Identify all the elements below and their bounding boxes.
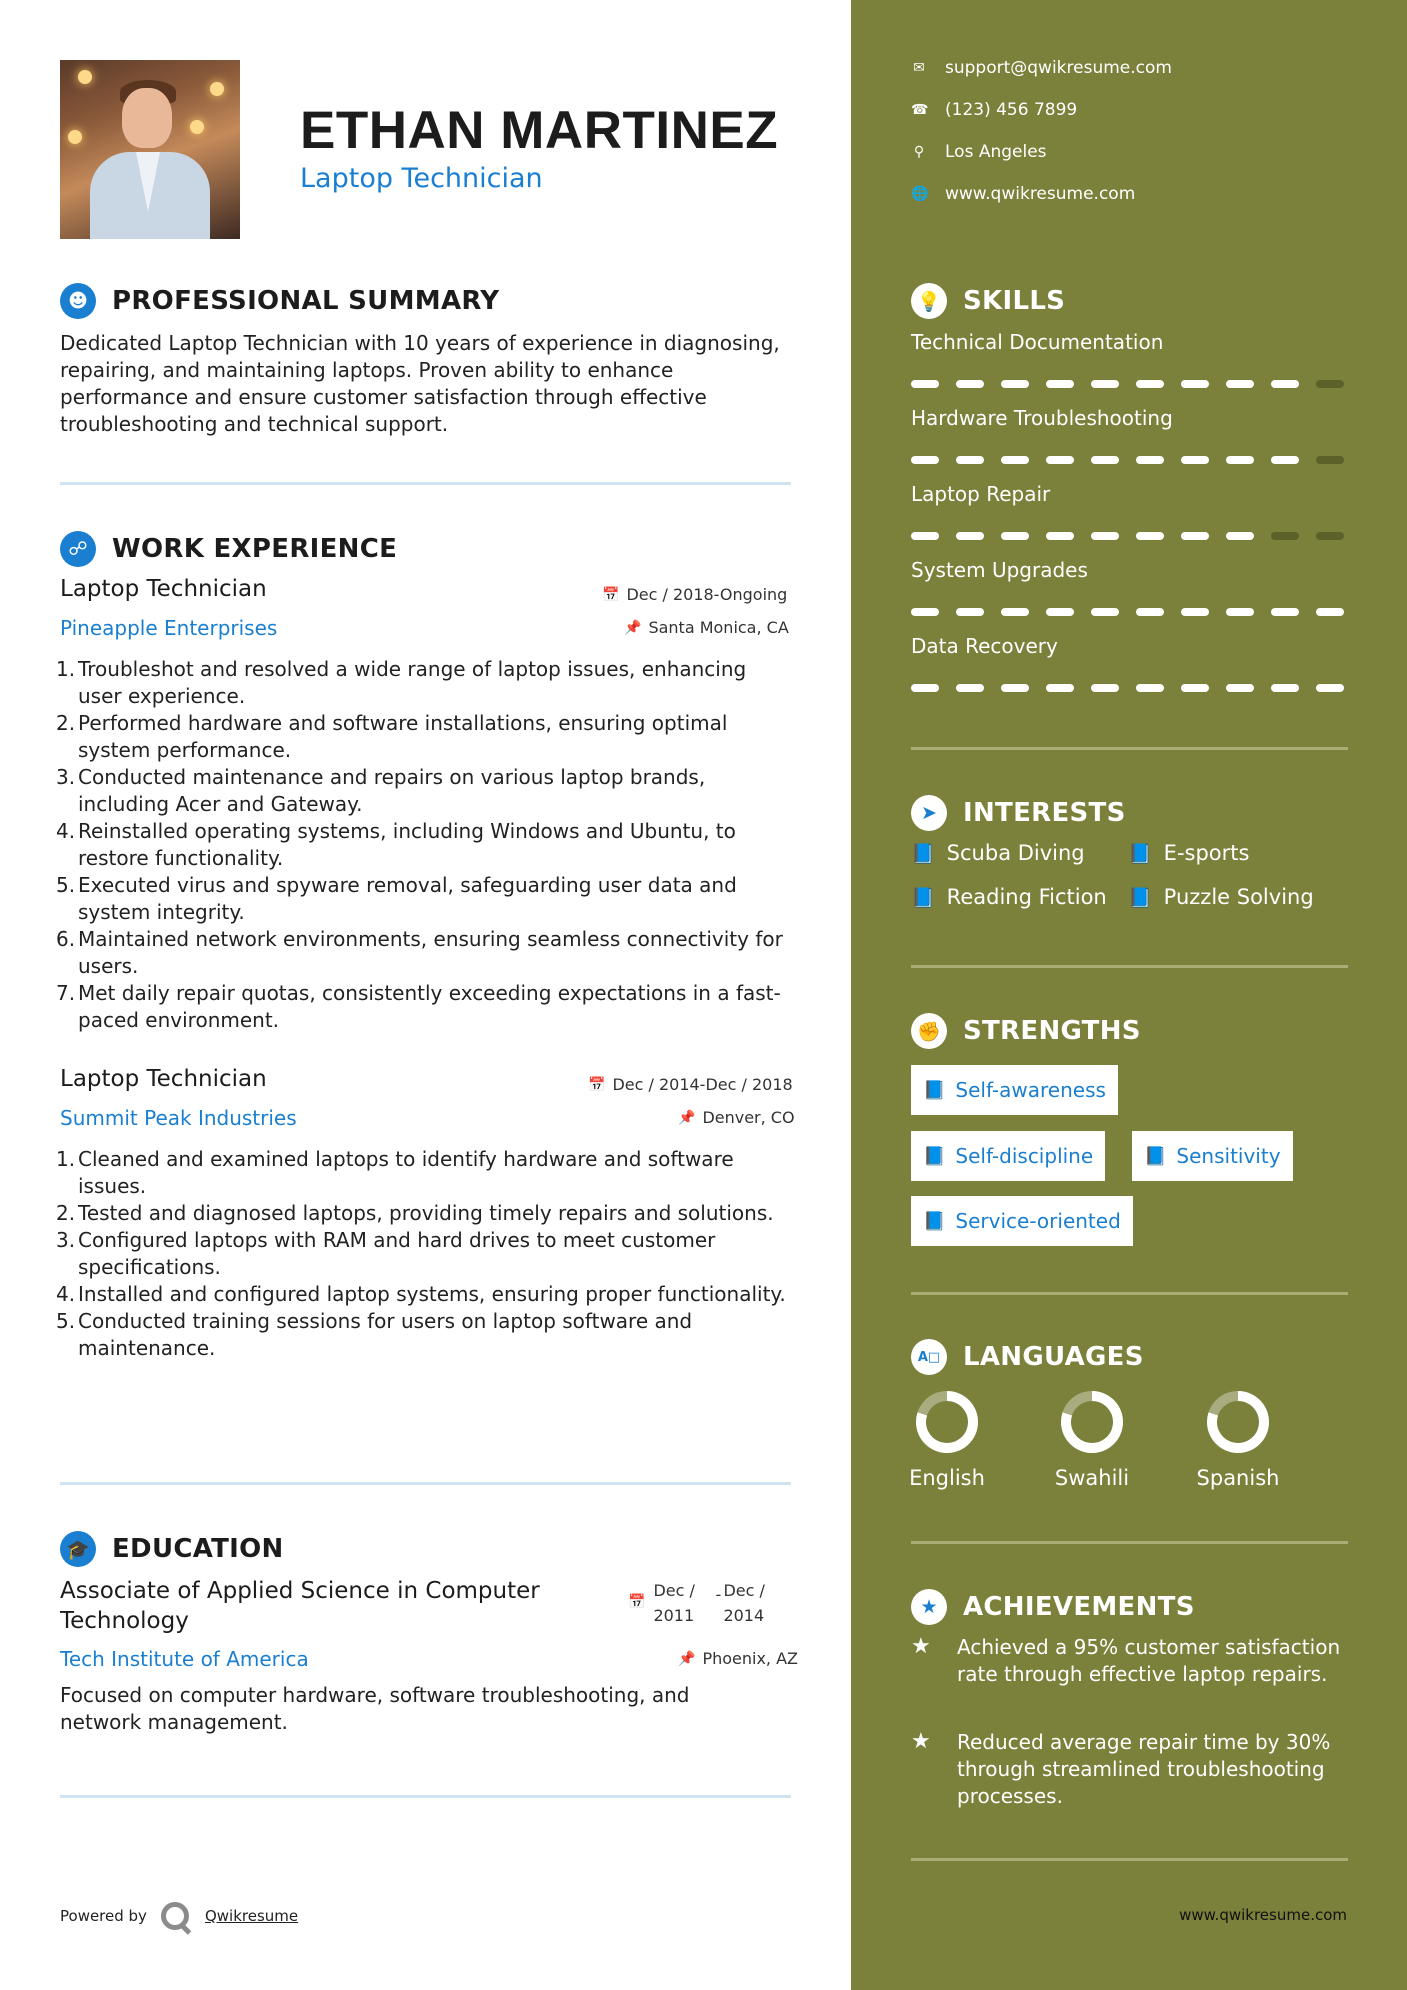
list-item: Performed hardware and software installations, ensuring optimal system performance. <box>78 711 728 762</box>
strength-chip: 📘 Sensitivity <box>1132 1131 1293 1181</box>
contact-location: ⚲ Los Angeles <box>911 142 1047 162</box>
skill-segment <box>1271 456 1299 464</box>
job-title: Laptop Technician <box>60 576 267 602</box>
education-text: Focused on computer hardware, software troubleshooting, and network management. <box>60 1683 690 1734</box>
skill-name: Hardware Troubleshooting <box>911 406 1173 430</box>
skill-name: Technical Documentation <box>911 330 1164 354</box>
languages-title: LANGUAGES <box>963 1342 1144 1372</box>
school-name: Tech Institute of America <box>60 1647 309 1671</box>
section-divider <box>60 1795 791 1798</box>
pin-icon: 📌 <box>624 619 642 636</box>
education-title: EDUCATION <box>112 1534 284 1564</box>
skill-segment <box>1226 456 1254 464</box>
pin-icon: 📌 <box>678 1109 696 1126</box>
envelope-icon: ✉ <box>913 60 925 76</box>
fist-icon: ✊ <box>911 1013 947 1049</box>
book-icon: 📘 <box>923 1210 946 1232</box>
skill-name: Data Recovery <box>911 634 1058 658</box>
job-bullets <box>54 656 794 1034</box>
contact-phone: ☎ (123) 456 7899 <box>911 100 1078 120</box>
book-icon: 📘 <box>1144 1145 1167 1167</box>
skill-segment <box>1001 532 1029 540</box>
list-item: Maintained network environments, ensuring seamless connectivity for users. <box>78 927 783 978</box>
achievements-title: ACHIEVEMENTS <box>963 1592 1195 1622</box>
skill-segment <box>1091 684 1119 692</box>
list-item: Reinstalled operating systems, including Windows and Ubuntu, to restore functionality. <box>78 819 736 870</box>
calendar-icon: 📅 <box>602 586 620 603</box>
qwikresume-link[interactable]: Qwikresume <box>204 1907 299 1925</box>
list-item: Cleaned and examined laptops to identify hardware and software issues. <box>78 1147 734 1198</box>
contact-website: 🌐 www.qwikresume.com <box>911 184 1136 204</box>
list-item: Conducted maintenance and repairs on various laptop brands, including Acer and Gateway. <box>78 765 706 816</box>
language-item <box>1173 1390 1303 1490</box>
candidate-name: ETHAN MARTINEZ <box>300 101 779 160</box>
star-badge-icon: ★ <box>911 1589 947 1625</box>
skill-segment <box>1271 684 1299 692</box>
education-section-header <box>60 1531 284 1567</box>
education-date: 📅 Dec / 2011 - Dec / 2014 <box>628 1581 765 1625</box>
job-date: 📅 Dec / 2018-Ongoing <box>602 585 788 604</box>
job-company: Summit Peak Industries <box>60 1106 297 1130</box>
skill-level-bar <box>911 684 1361 692</box>
skill-segment <box>1271 532 1299 540</box>
footer-url[interactable]: www.qwikresume.com <box>1179 1906 1347 1924</box>
contact-email: ✉ support@qwikresume.com <box>911 58 1172 78</box>
calendar-icon: 📅 <box>628 1594 646 1610</box>
book-icon: 📘 <box>911 842 935 865</box>
sidebar <box>851 0 1407 1990</box>
skill-segment <box>1226 684 1254 692</box>
map-marker-icon: ⚲ <box>913 144 925 160</box>
job-location: 📌 Santa Monica, CA <box>624 618 789 637</box>
skill-segment <box>1226 532 1254 540</box>
summary-title: PROFESSIONAL SUMMARY <box>112 286 500 316</box>
shooting-star-icon: ★ <box>911 1634 931 1659</box>
skill-segment <box>1316 380 1344 388</box>
list-item: Executed virus and spyware removal, safeguarding user data and system integrity. <box>78 873 737 924</box>
skill-segment <box>1316 532 1344 540</box>
list-item: Installed and configured laptop systems, ensuring proper functionality. <box>78 1282 786 1306</box>
section-divider <box>911 965 1348 968</box>
strengths-section-header <box>911 1013 1141 1049</box>
interest-item: 📘 Puzzle Solving <box>1128 885 1314 909</box>
phone-icon: ☎ <box>911 102 929 118</box>
skill-segment <box>1316 456 1344 464</box>
interests-title: INTERESTS <box>963 798 1126 828</box>
skill-segment <box>956 684 984 692</box>
language-proficiency-dial <box>1206 1390 1270 1454</box>
skill-level-bar <box>911 608 1361 616</box>
skill-segment <box>1181 684 1209 692</box>
skill-segment <box>956 608 984 616</box>
achievement-item: ★ Achieved a 95% customer satisfaction rate through effective laptop repairs. <box>911 1634 1341 1686</box>
book-icon: 📘 <box>1128 842 1152 865</box>
language-proficiency-dial <box>1060 1390 1124 1454</box>
interest-item: 📘 Scuba Diving <box>911 841 1085 865</box>
degree-title: Associate of Applied Science in Computer Technology <box>60 1578 540 1634</box>
paper-plane-icon: ➤ <box>911 795 947 831</box>
book-icon: 📘 <box>923 1079 946 1101</box>
skill-segment <box>1046 456 1074 464</box>
skill-segment <box>911 684 939 692</box>
language-name: Swahili <box>1054 1466 1130 1490</box>
skill-segment <box>1271 608 1299 616</box>
profile-photo <box>60 60 240 239</box>
strengths-title: STRENGTHS <box>963 1016 1141 1046</box>
strength-chip: 📘 Self-discipline <box>911 1131 1105 1181</box>
candidate-role: Laptop Technician <box>300 163 543 194</box>
skill-name: Laptop Repair <box>911 482 1051 506</box>
skill-segment <box>1271 380 1299 388</box>
language-name: English <box>909 1466 985 1490</box>
briefcase-icon: ☍ <box>60 531 96 567</box>
list-item: Troubleshot and resolved a wide range of laptop issues, enhancing user experience. <box>78 657 747 708</box>
strength-chip: 📘 Service-oriented <box>911 1196 1133 1246</box>
skill-name: System Upgrades <box>911 558 1088 582</box>
skill-segment <box>1226 608 1254 616</box>
education-location: 📌 Phoenix, AZ <box>678 1649 798 1668</box>
skill-segment <box>1316 684 1344 692</box>
book-icon: 📘 <box>923 1145 946 1167</box>
skill-segment <box>911 532 939 540</box>
pin-icon: 📌 <box>678 1650 696 1667</box>
section-divider <box>911 747 1348 750</box>
book-icon: 📘 <box>911 886 935 909</box>
skills-title: SKILLS <box>963 286 1066 316</box>
skill-segment <box>1091 456 1119 464</box>
job-date: 📅 Dec / 2014-Dec / 2018 <box>588 1075 793 1094</box>
summary-text: Dedicated Laptop Technician with 10 years of experience in diagnosing, repairing, and maintaining laptops. Proven ability to enhance performance and ensure customer satisfaction through effective troubleshooting and technical support. <box>60 331 780 436</box>
skill-segment <box>1136 456 1164 464</box>
section-divider <box>60 482 791 485</box>
skill-segment <box>1091 532 1119 540</box>
language-item <box>1027 1390 1157 1490</box>
skill-segment <box>1181 380 1209 388</box>
interest-item: 📘 E-sports <box>1128 841 1250 865</box>
skill-level-bar <box>911 456 1361 464</box>
shooting-star-icon: ★ <box>911 1729 931 1754</box>
skill-segment <box>1091 380 1119 388</box>
list-item: Configured laptops with RAM and hard drives to meet customer specifications. <box>78 1228 716 1279</box>
skill-segment <box>1136 608 1164 616</box>
skills-section-header <box>911 283 1065 319</box>
skill-segment <box>1046 380 1074 388</box>
skill-segment <box>956 532 984 540</box>
globe-icon: 🌐 <box>911 186 929 202</box>
skill-segment <box>1181 608 1209 616</box>
job-location: 📌 Denver, CO <box>678 1108 795 1127</box>
section-divider <box>60 1482 791 1485</box>
skill-level-bar <box>911 380 1361 388</box>
job-title: Laptop Technician <box>60 1066 267 1092</box>
skill-segment <box>911 380 939 388</box>
achievement-item: ★ Reduced average repair time by 30% through streamlined troubleshooting processes. <box>911 1729 1331 1808</box>
skill-segment <box>1181 532 1209 540</box>
skill-segment <box>1046 684 1074 692</box>
skill-segment <box>956 456 984 464</box>
list-item: Tested and diagnosed laptops, providing timely repairs and solutions. <box>78 1201 774 1225</box>
skill-segment <box>1316 608 1344 616</box>
skill-segment <box>1136 532 1164 540</box>
user-icon: ☻ <box>60 283 96 319</box>
skill-segment <box>1136 684 1164 692</box>
section-divider <box>911 1292 1348 1295</box>
language-name: Spanish <box>1196 1466 1280 1490</box>
job-company: Pineapple Enterprises <box>60 616 278 640</box>
language-proficiency-dial <box>915 1390 979 1454</box>
skill-segment <box>1091 608 1119 616</box>
skill-segment <box>1001 684 1029 692</box>
work-section-header <box>60 531 397 567</box>
job-bullets <box>54 1146 794 1362</box>
list-item: Met daily repair quotas, consistently exceeding expectations in a fast-paced environment. <box>78 981 781 1032</box>
skill-segment <box>1046 532 1074 540</box>
skill-segment <box>1226 380 1254 388</box>
calendar-icon: 📅 <box>588 1076 606 1093</box>
book-icon: 📘 <box>1128 886 1152 909</box>
list-item: Conducted training sessions for users on laptop software and maintenance. <box>78 1309 693 1360</box>
skill-segment <box>1181 456 1209 464</box>
interests-section-header <box>911 795 1126 831</box>
strength-chip: 📘 Self-awareness <box>911 1065 1118 1115</box>
section-divider <box>911 1541 1348 1544</box>
skill-segment <box>956 380 984 388</box>
skill-segment <box>1046 608 1074 616</box>
translate-icon: A□ <box>911 1339 947 1375</box>
section-divider <box>911 1858 1348 1861</box>
skill-segment <box>1001 456 1029 464</box>
skill-segment <box>1136 380 1164 388</box>
powered-by: Powered by Qwikresume <box>60 1902 298 1930</box>
qwikresume-logo-icon <box>161 1902 189 1930</box>
skill-level-bar <box>911 532 1361 540</box>
language-item <box>882 1390 1012 1490</box>
interest-item: 📘 Reading Fiction <box>911 885 1107 909</box>
languages-section-header <box>911 1339 1144 1375</box>
summary-section-header <box>60 283 499 319</box>
achievements-section-header <box>911 1589 1195 1625</box>
work-title: WORK EXPERIENCE <box>112 534 398 564</box>
skill-segment <box>911 456 939 464</box>
skill-segment <box>1001 608 1029 616</box>
graduation-cap-icon: 🎓 <box>60 1531 96 1567</box>
skill-segment <box>911 608 939 616</box>
lightbulb-icon: 💡 <box>911 283 947 319</box>
skill-segment <box>1001 380 1029 388</box>
